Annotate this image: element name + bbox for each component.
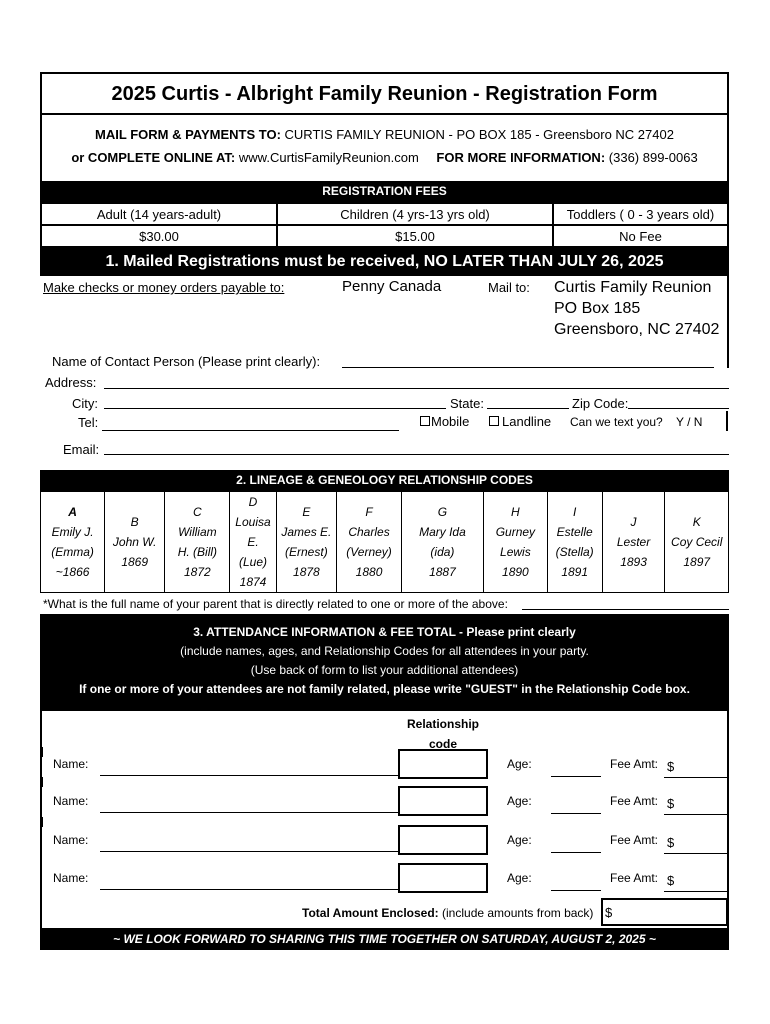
code-detail: John W. bbox=[112, 535, 157, 549]
attendee-fee-field[interactable] bbox=[664, 814, 728, 815]
code-cell-f bbox=[337, 492, 402, 593]
code-detail: 1890 bbox=[502, 565, 529, 579]
code-detail: 1897 bbox=[683, 555, 711, 569]
code-cell-b bbox=[105, 492, 165, 593]
fees-header: REGISTRATION FEES bbox=[40, 181, 729, 202]
code-detail: H. (Bill) bbox=[177, 545, 218, 559]
fee-price-children: $15.00 bbox=[277, 225, 553, 247]
code-detail: 1874 bbox=[239, 575, 267, 589]
code-detail: 1872 bbox=[184, 565, 211, 579]
code-detail: (Lue) bbox=[238, 555, 267, 569]
attendee-name-field[interactable] bbox=[100, 775, 398, 776]
code-detail: Charles bbox=[348, 525, 390, 539]
attendee-name-field[interactable] bbox=[100, 812, 398, 813]
code-label: code bbox=[428, 737, 457, 751]
code-detail: Mary Ida bbox=[419, 525, 466, 539]
footer-banner: ~ WE LOOK FORWARD TO SHARING THIS TIME TOGETHER ON SATURDAY, AUGUST 2, 2025 ~ bbox=[40, 928, 729, 950]
online-label: or COMPLETE ONLINE AT: bbox=[71, 150, 236, 165]
email-label: Email: bbox=[63, 442, 100, 457]
zip-label: Zip Code: bbox=[572, 396, 629, 411]
code-detail: William bbox=[178, 525, 217, 539]
attendee-name-label: Name: bbox=[53, 794, 89, 808]
code-detail: 1893 bbox=[620, 555, 647, 569]
code-cell-e bbox=[276, 492, 337, 593]
code-letter: B bbox=[130, 515, 139, 529]
attendee-fee-label: Fee Amt: bbox=[610, 871, 659, 885]
code-detail: James E. bbox=[281, 525, 332, 539]
code-cell-c bbox=[165, 492, 230, 593]
landline-label: Landline bbox=[502, 414, 552, 429]
address-field[interactable] bbox=[104, 388, 729, 389]
margin-mark bbox=[40, 777, 43, 787]
section3-guest-note: If one or more of your attendees are not family related, please write "GUEST" in the Relationship Code box. bbox=[79, 682, 690, 696]
total-dollar: $ bbox=[605, 905, 613, 920]
attendee-age-label: Age: bbox=[507, 757, 532, 771]
mobile-checkbox-icon[interactable] bbox=[420, 416, 430, 426]
mail-to-label: Mail to: bbox=[488, 280, 530, 295]
code-letter: H bbox=[511, 505, 520, 519]
text-yes-no[interactable]: Y / N bbox=[676, 415, 703, 429]
email-field[interactable] bbox=[104, 454, 729, 455]
total-row bbox=[302, 906, 593, 920]
fee-price-toddlers: No Fee bbox=[553, 225, 728, 247]
attendee-age-label: Age: bbox=[507, 794, 532, 808]
fees-labels-row bbox=[41, 203, 728, 225]
attendee-age-field[interactable] bbox=[551, 890, 601, 891]
contact-name-field[interactable] bbox=[342, 367, 714, 368]
code-cell-d bbox=[230, 492, 276, 593]
contact-label: Name of Contact Person (Please print clearly): bbox=[52, 354, 321, 369]
attendee-age-label: Age: bbox=[507, 871, 532, 885]
online-url[interactable]: www.CurtisFamilyReunion.com bbox=[238, 150, 419, 165]
relationship-code-box[interactable] bbox=[398, 863, 488, 893]
total-label: Total Amount Enclosed: bbox=[302, 906, 439, 920]
attendee-name-label: Name: bbox=[53, 871, 89, 885]
code-letter: C bbox=[193, 505, 202, 519]
form-title: 2025 Curtis - Albright Family Reunion - Registration Form bbox=[40, 72, 729, 115]
code-detail: (Stella) bbox=[555, 545, 594, 559]
margin-mark bbox=[40, 747, 43, 757]
code-letter: G bbox=[437, 505, 448, 519]
attendee-fee-label: Fee Amt: bbox=[610, 757, 659, 771]
mail-label: MAIL FORM & PAYMENTS TO: bbox=[95, 127, 281, 142]
code-detail: Lewis bbox=[500, 545, 531, 559]
attendee-fee-label: Fee Amt: bbox=[610, 833, 659, 847]
code-letter: I bbox=[573, 505, 577, 519]
mail-info-box bbox=[40, 114, 729, 182]
attendee-fee-field[interactable] bbox=[664, 891, 728, 892]
code-cell-a bbox=[41, 492, 105, 593]
attendee-age-field[interactable] bbox=[551, 852, 601, 853]
attendee-name-field[interactable] bbox=[100, 889, 398, 890]
landline-checkbox-icon[interactable] bbox=[489, 416, 499, 426]
text-divider bbox=[726, 411, 728, 431]
code-letter: F bbox=[365, 505, 373, 519]
attendee-name-label: Name: bbox=[53, 757, 89, 771]
attendee-age-label: Age: bbox=[507, 833, 532, 847]
code-detail: Louisa bbox=[235, 515, 271, 529]
attendee-name-field[interactable] bbox=[100, 851, 398, 852]
code-detail: (Emma) bbox=[51, 545, 94, 559]
address-label: Address: bbox=[45, 375, 97, 390]
section3-instructions-2: (Use back of form to list your additional attendees) bbox=[250, 663, 519, 677]
total-amount-field[interactable] bbox=[601, 898, 728, 926]
code-detail: Gurney bbox=[495, 525, 536, 539]
fee-price-adult: $30.00 bbox=[41, 225, 277, 247]
relationship-code-heading bbox=[398, 714, 488, 754]
address-line-2: PO Box 185 bbox=[554, 300, 641, 317]
code-detail: 1869 bbox=[121, 555, 149, 569]
code-letter: A bbox=[68, 505, 77, 519]
fee-col-children: Children (4 yrs-13 yrs old) bbox=[277, 203, 553, 225]
attendee-name-label: Name: bbox=[53, 833, 89, 847]
code-detail: 1887 bbox=[429, 565, 456, 579]
relationship-label: Relationship bbox=[406, 717, 479, 731]
fee-col-adult: Adult (14 years-adult) bbox=[41, 203, 277, 225]
code-detail: ~1866 bbox=[55, 565, 90, 579]
attendee-fee-dollar: $ bbox=[667, 759, 675, 774]
code-cell-j bbox=[602, 492, 665, 593]
fee-col-toddlers: Toddlers ( 0 - 3 years old) bbox=[553, 203, 728, 225]
margin-mark bbox=[40, 817, 43, 827]
section3-frame bbox=[40, 711, 729, 928]
code-cell-i bbox=[547, 492, 602, 593]
attendee-fee-field[interactable] bbox=[664, 853, 728, 854]
landline-option[interactable] bbox=[489, 414, 551, 429]
fees-prices-row bbox=[41, 225, 728, 247]
code-detail: (ida) bbox=[430, 545, 455, 559]
attendee-fee-label: Fee Amt: bbox=[610, 794, 659, 808]
relationship-code-box[interactable] bbox=[398, 825, 488, 855]
code-detail: E. bbox=[247, 535, 259, 549]
city-label: City: bbox=[72, 396, 98, 411]
section3-title: 3. ATTENDANCE INFORMATION & FEE TOTAL - Please print clearly bbox=[193, 625, 576, 639]
code-cell-k bbox=[665, 492, 729, 593]
tel-field[interactable] bbox=[102, 430, 399, 431]
attendee-age-field[interactable] bbox=[551, 776, 601, 777]
section1-header: 1. Mailed Registrations must be received, NO LATER THAN JULY 26, 2025 bbox=[40, 248, 729, 276]
text-question: Can we text you? bbox=[570, 415, 663, 429]
info-phone: (336) 899-0063 bbox=[608, 150, 698, 165]
section3-instructions-1: (include names, ages, and Relationship Codes for all attendees in your party. bbox=[180, 644, 589, 658]
info-label: FOR MORE INFORMATION: bbox=[436, 150, 606, 165]
relationship-code-box[interactable] bbox=[398, 749, 488, 779]
state-field[interactable] bbox=[487, 408, 569, 409]
code-detail: 1891 bbox=[561, 565, 589, 579]
attendee-fee-dollar: $ bbox=[667, 796, 675, 811]
state-label: State: bbox=[450, 396, 484, 411]
code-cell-g bbox=[401, 492, 483, 593]
mail-to-address bbox=[554, 277, 719, 340]
code-detail: 1880 bbox=[355, 565, 383, 579]
attendee-fee-field[interactable] bbox=[664, 777, 728, 778]
code-detail: (Ernest) bbox=[285, 545, 328, 559]
city-field[interactable] bbox=[104, 408, 446, 409]
codes-row bbox=[41, 492, 729, 593]
code-detail: 1878 bbox=[293, 565, 320, 579]
tel-label: Tel: bbox=[78, 415, 99, 430]
relationship-codes-table bbox=[40, 491, 729, 593]
zip-field[interactable] bbox=[628, 408, 729, 409]
relationship-code-box[interactable] bbox=[398, 786, 488, 816]
fees-table bbox=[40, 202, 729, 248]
mobile-option[interactable] bbox=[420, 414, 469, 429]
attendee-fee-dollar: $ bbox=[667, 835, 675, 850]
section3-header-block bbox=[40, 614, 729, 711]
mail-address: CURTIS FAMILY REUNION - PO BOX 185 - Greensboro NC 27402 bbox=[284, 127, 674, 142]
address-line-3: Greensboro, NC 27402 bbox=[554, 321, 720, 338]
code-detail: Coy Cecil bbox=[671, 535, 723, 549]
payable-label: Make checks or money orders payable to: bbox=[43, 280, 285, 295]
code-letter: E bbox=[302, 505, 311, 519]
code-detail: Estelle bbox=[556, 525, 593, 539]
code-detail: (Verney) bbox=[346, 545, 392, 559]
parent-name-field[interactable] bbox=[522, 609, 729, 610]
code-letter: D bbox=[248, 495, 258, 509]
parent-question: *What is the full name of your parent that is directly related to one or more of the above: bbox=[43, 597, 508, 611]
total-note: (include amounts from back) bbox=[442, 906, 594, 920]
attendee-age-field[interactable] bbox=[551, 813, 601, 814]
mobile-label: Mobile bbox=[431, 414, 470, 429]
attendee-fee-dollar: $ bbox=[667, 873, 675, 888]
code-letter: J bbox=[630, 515, 637, 529]
code-detail: Lester bbox=[616, 535, 651, 549]
payee-name: Penny Canada bbox=[342, 278, 442, 295]
section2-header: 2. LINEAGE & GENEOLOGY RELATIONSHIP CODES bbox=[40, 470, 729, 491]
code-cell-h bbox=[484, 492, 548, 593]
code-letter: K bbox=[692, 515, 701, 529]
code-detail: Emily J. bbox=[51, 525, 94, 539]
address-line-1: Curtis Family Reunion bbox=[554, 279, 712, 296]
